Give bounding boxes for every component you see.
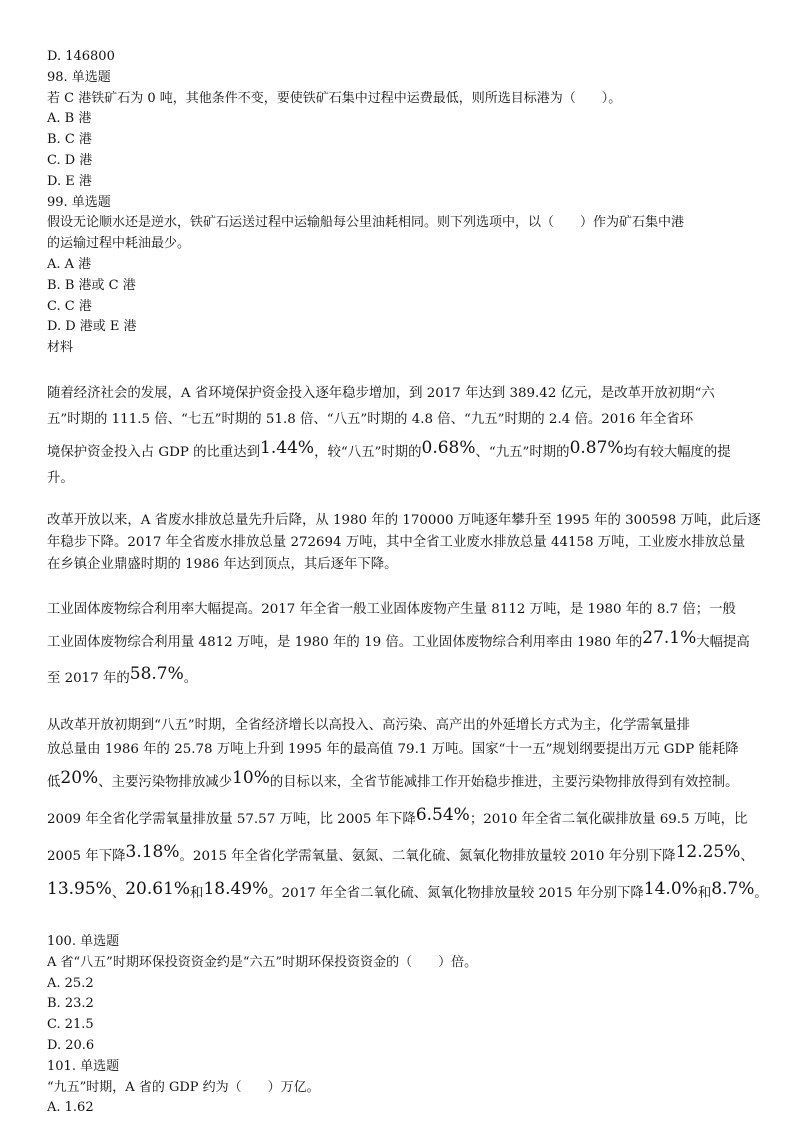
- paragraph-line: 2005 年下降3.18%。2015 年全省化学需氧量、氨氮、二氧化硫、氮氧化物排放量较 2010 年分别下降12.25%、: [47, 841, 754, 864]
- paragraph-line: 五”时期的 111.5 倍、“七五”时期的 51.8 倍、“八五”时期的 4.8 倍、“九五”时期的 2.4 倍。2016 年全省环: [47, 411, 694, 427]
- material-paragraph-3: [47, 598, 752, 694]
- math-value: 18.49%: [203, 878, 269, 899]
- option-c[interactable]: C. D 港: [47, 152, 93, 168]
- option-a[interactable]: A. B 港: [47, 111, 92, 127]
- paragraph-line: 在乡镇企业鼎盛时期的 1986 年达到顶点，其后逐年下降。: [47, 556, 398, 572]
- paragraph-line: 至 2017 年的58.7%。: [47, 663, 198, 686]
- math-value: 27.1%: [642, 627, 697, 648]
- math-value: 13.95%: [47, 878, 112, 899]
- math-value: 3.18%: [125, 841, 180, 862]
- material-label: 材料: [47, 340, 74, 356]
- paragraph-line: 升。: [47, 470, 74, 486]
- option-c[interactable]: C. 21.5: [47, 1017, 94, 1033]
- math-value: 10%: [232, 767, 270, 788]
- paragraph-line: 境保护资金投入占 GDP 的比重达到1.44%，较“八五”时期的0.68%、“九五”时期的0.87%均有较大幅度的提: [47, 437, 731, 460]
- material-paragraph-4: [47, 714, 768, 910]
- question-100: [47, 932, 752, 1057]
- material-paragraph-2: [47, 510, 761, 576]
- math-value: 1.44%: [260, 437, 315, 458]
- paragraph-line: 工业固体废物综合利用率大幅提高。2017 年全省一般工业固体废物产生量 8112 万吨，是 1980 年的 8.7 倍；一般: [47, 601, 736, 617]
- paragraph-line: 从改革开放初期到“八五”时期，全省经济增长以高投入、高污染、高产出的外延增长方式为主，化学需氧量排: [47, 717, 691, 733]
- option-d[interactable]: D. E 港: [47, 173, 92, 189]
- option-a[interactable]: A. A 港: [47, 256, 92, 272]
- question-header: 101. 单选题: [47, 1058, 120, 1074]
- paragraph-line: 低20%、主要污染物排放减少10%的目标以来，全省节能减排工作开始稳步推进，主要污染物排放得到有效控制。: [47, 767, 739, 790]
- option-d[interactable]: D. D 港或 E 港: [47, 319, 137, 335]
- math-value: 0.68%: [421, 437, 476, 458]
- paragraph-line: 放总量由 1986 年的 25.78 万吨上升到 1995 年的最高值 79.1 万吨。国家“十一五”规划纲要提出万元 GDP 能耗降: [47, 741, 739, 757]
- question-stem: 若 C 港铁矿石为 0 吨，其他条件不变，要使铁矿石集中过程中运费最低，则所选目标港为（ ）。: [47, 90, 622, 106]
- paragraph-line: 13.95%、20.61%和18.49%。2017 年全省二氧化硫、氮氧化物排放量较 2015 年分别下降14.0%和8.7%。: [47, 878, 768, 901]
- question-98: [47, 68, 752, 193]
- question-stem-line-2: 的运输过程中耗油最少。: [47, 236, 191, 252]
- question-101: [47, 1057, 752, 1119]
- paragraph-line: 2009 年全省化学需氧量排放量 57.57 万吨，比 2005 年下降6.54%；2010 年全省二氧化碳排放量 69.5 万吨，比: [47, 804, 748, 827]
- paragraph-line: 随着经济社会的发展，A 省环境保护资金投入逐年稳步增加，到 2017 年达到 389.42 亿元，是改革开放初期“六: [47, 385, 715, 401]
- math-value: 20%: [60, 767, 99, 788]
- question-header: 98. 单选题: [47, 69, 111, 85]
- option-b[interactable]: B. C 港: [47, 132, 92, 148]
- material-paragraph-1: [47, 381, 752, 490]
- question-stem: “九五”时期，A 省的 GDP 约为（ ）万亿。: [47, 1079, 320, 1095]
- option-a[interactable]: A. 25.2: [47, 975, 94, 991]
- paragraph-line: 改革开放以来，A 省废水排放总量先升后降，从 1980 年的 170000 万吨逐年攀升至 1995 年的 300598 万吨，此后逐: [47, 512, 761, 528]
- paragraph-line: 工业固体废物综合利用量 4812 万吨，是 1980 年的 19 倍。工业固体废物综合利用率由 1980 年的27.1%大幅提高: [47, 627, 750, 650]
- question-header: 100. 单选题: [47, 933, 120, 949]
- q97-option-d: D. 146800: [47, 49, 115, 64]
- question-99: [47, 193, 752, 339]
- math-value: 58.7%: [129, 663, 184, 684]
- option-b[interactable]: B. 23.2: [47, 996, 94, 1012]
- paragraph-line: 年稳步下降。2017 年全省废水排放总量 272694 万吨，其中全省工业废水排放总量 44158 万吨，工业废水排放总量: [47, 534, 746, 550]
- option-b[interactable]: B. B 港或 C 港: [47, 277, 136, 293]
- question-header: 99. 单选题: [47, 194, 111, 210]
- math-value: 0.87%: [569, 437, 624, 458]
- math-value: 14.0%: [643, 878, 698, 899]
- math-value: 6.54%: [415, 804, 470, 825]
- math-value: 20.61%: [125, 878, 191, 899]
- math-value: 8.7%: [711, 878, 755, 899]
- option-c[interactable]: C. C 港: [47, 298, 92, 314]
- exam-page: [47, 47, 768, 1119]
- question-stem-line-1: 假设无论顺水还是逆水，铁矿石运送过程中运输船每公里油耗相同。则下列选项中，以（ ）作为矿石集中港: [47, 215, 685, 231]
- option-d[interactable]: D. 20.6: [47, 1037, 95, 1053]
- question-stem: A 省“八五”时期环保投资资金约是“六五”时期环保投资资金的（ ）倍。: [47, 954, 478, 970]
- option-a[interactable]: A. 1.62: [47, 1100, 94, 1116]
- math-value: 12.25%: [675, 841, 741, 862]
